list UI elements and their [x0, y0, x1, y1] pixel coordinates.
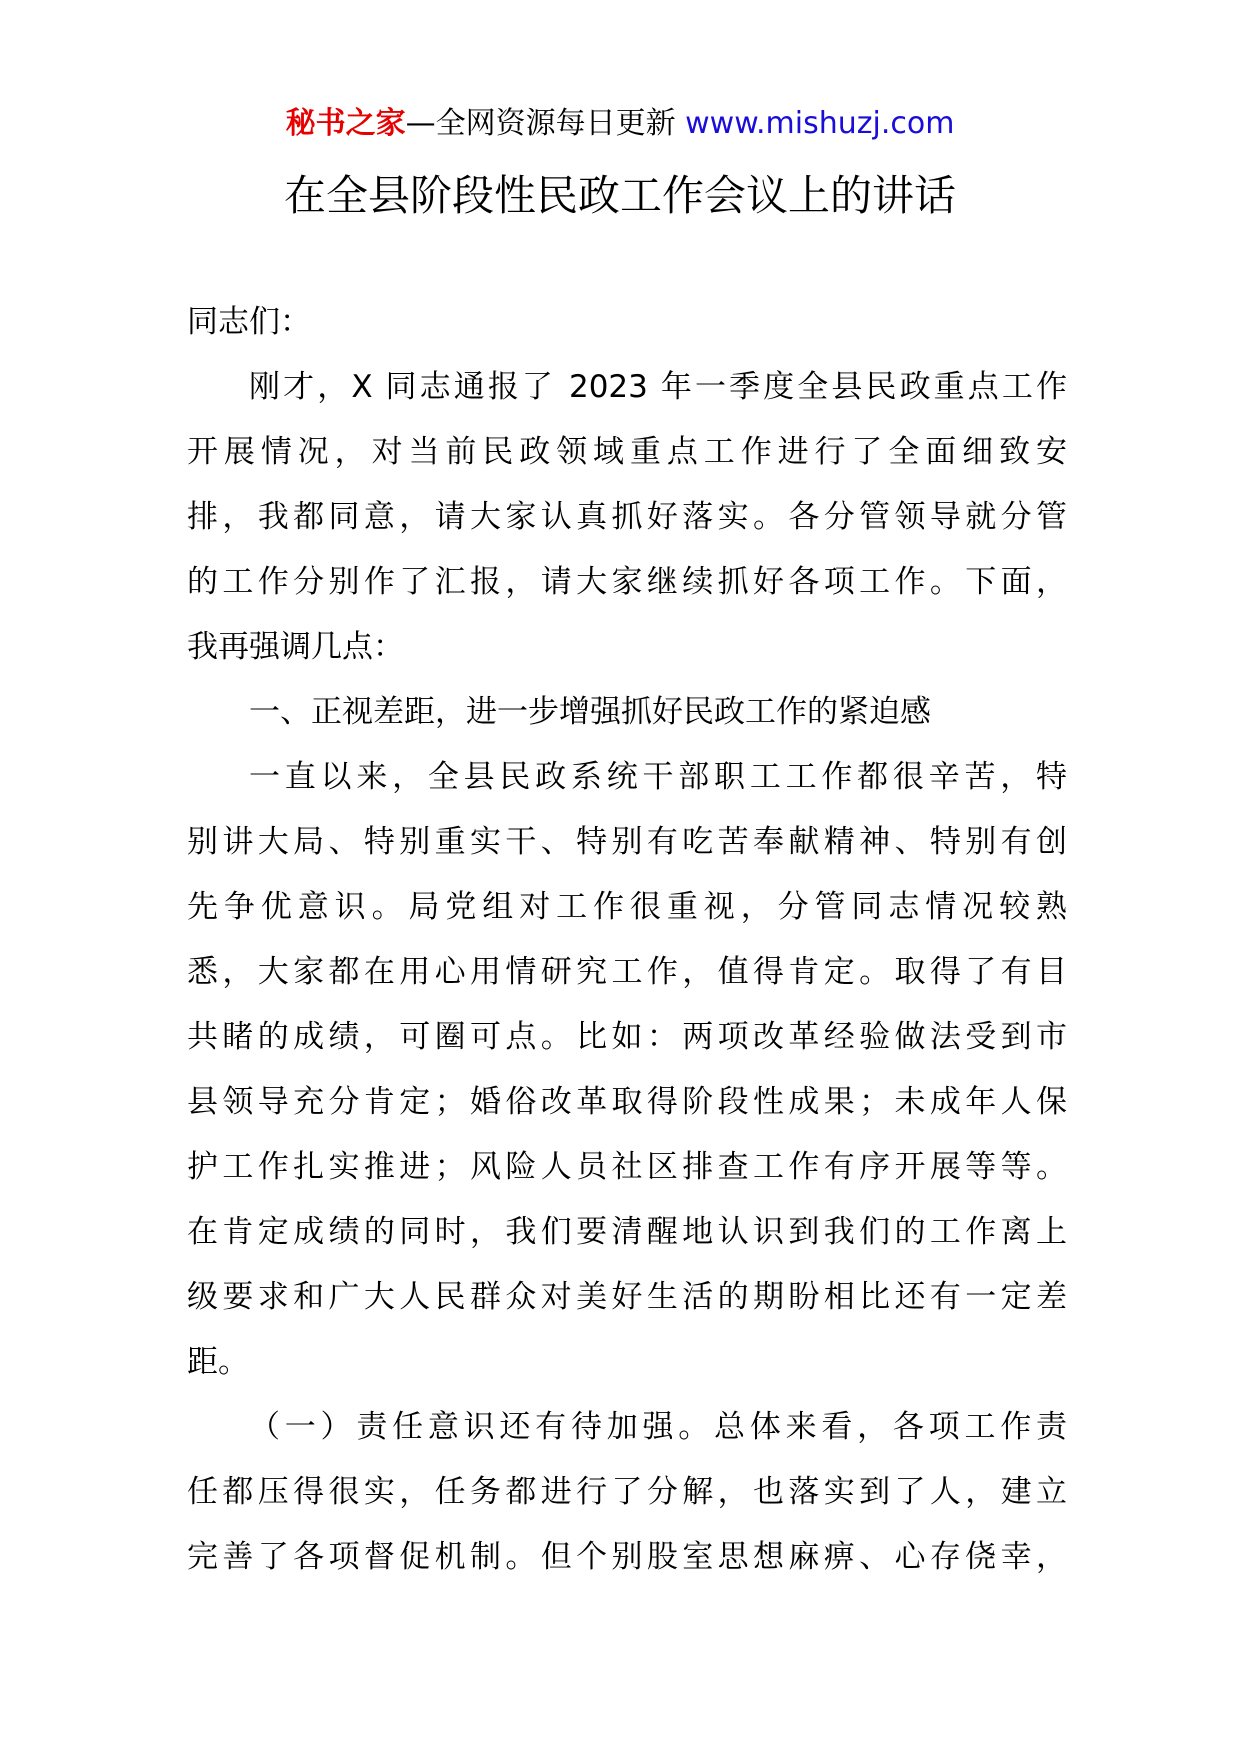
paragraph-line: 排，我都同意，请大家认真抓好落实。各分管领导就分管 [187, 499, 1067, 535]
paragraph-line: 县领导充分肯定；婚俗改革取得阶段性成果；未成年人保 [187, 1084, 1067, 1120]
paragraph-line: （一）责任意识还有待加强。总体来看，各项工作责 [249, 1409, 1067, 1445]
paragraph-line: 距。 [187, 1344, 249, 1380]
paragraph-line: 别讲大局、特别重实干、特别有吃苦奉献精神、特别有创 [187, 824, 1067, 860]
paragraph-line: 先争优意识。局党组对工作很重视，分管同志情况较熟 [187, 889, 1067, 925]
paragraph-line: 刚才，X 同志通报了 2023 年一季度全县民政重点工作 [249, 369, 1067, 405]
paragraph-line: 悉，大家都在用心用情研究工作，值得肯定。取得了有目 [187, 954, 1067, 990]
paragraph-line: 共睹的成绩，可圈可点。比如：两项改革经验做法受到市 [187, 1019, 1067, 1055]
paragraph-line: 级要求和广大人民群众对美好生活的期盼相比还有一定差 [187, 1279, 1067, 1315]
document-title: 在全县阶段性民政工作会议上的讲话 [283, 171, 956, 220]
salutation: 同志们： [187, 304, 311, 340]
paragraph-line: 任都压得很实，任务都进行了分解，也落实到了人，建立 [187, 1474, 1067, 1510]
site-banner [0, 104, 1240, 144]
document-body [187, 290, 1067, 1590]
section-heading: 一、正视差距，进一步增强抓好民政工作的紧迫感 [249, 694, 931, 730]
paragraph-line: 开展情况，对当前民政领域重点工作进行了全面细致安 [187, 434, 1067, 470]
paragraph-line: 在肯定成绩的同时，我们要清醒地认识到我们的工作离上 [187, 1214, 1067, 1250]
paragraph-line: 护工作扎实推进；风险人员社区排查工作有序开展等等。 [187, 1149, 1067, 1185]
paragraph-line: 我再强调几点： [187, 629, 404, 665]
paragraph-line: 一直以来，全县民政系统干部职工工作都很辛苦，特 [249, 759, 1067, 795]
paragraph-line: 的工作分别作了汇报，请大家继续抓好各项工作。下面， [187, 564, 1067, 600]
paragraph-line: 完善了各项督促机制。但个别股室思想麻痹、心存侥幸， [187, 1539, 1067, 1575]
banner-tagline: —全网资源每日更新 [405, 106, 686, 141]
brand-name: 秘书之家 [285, 106, 406, 141]
site-url[interactable]: www.mishuzj.com [685, 106, 955, 141]
